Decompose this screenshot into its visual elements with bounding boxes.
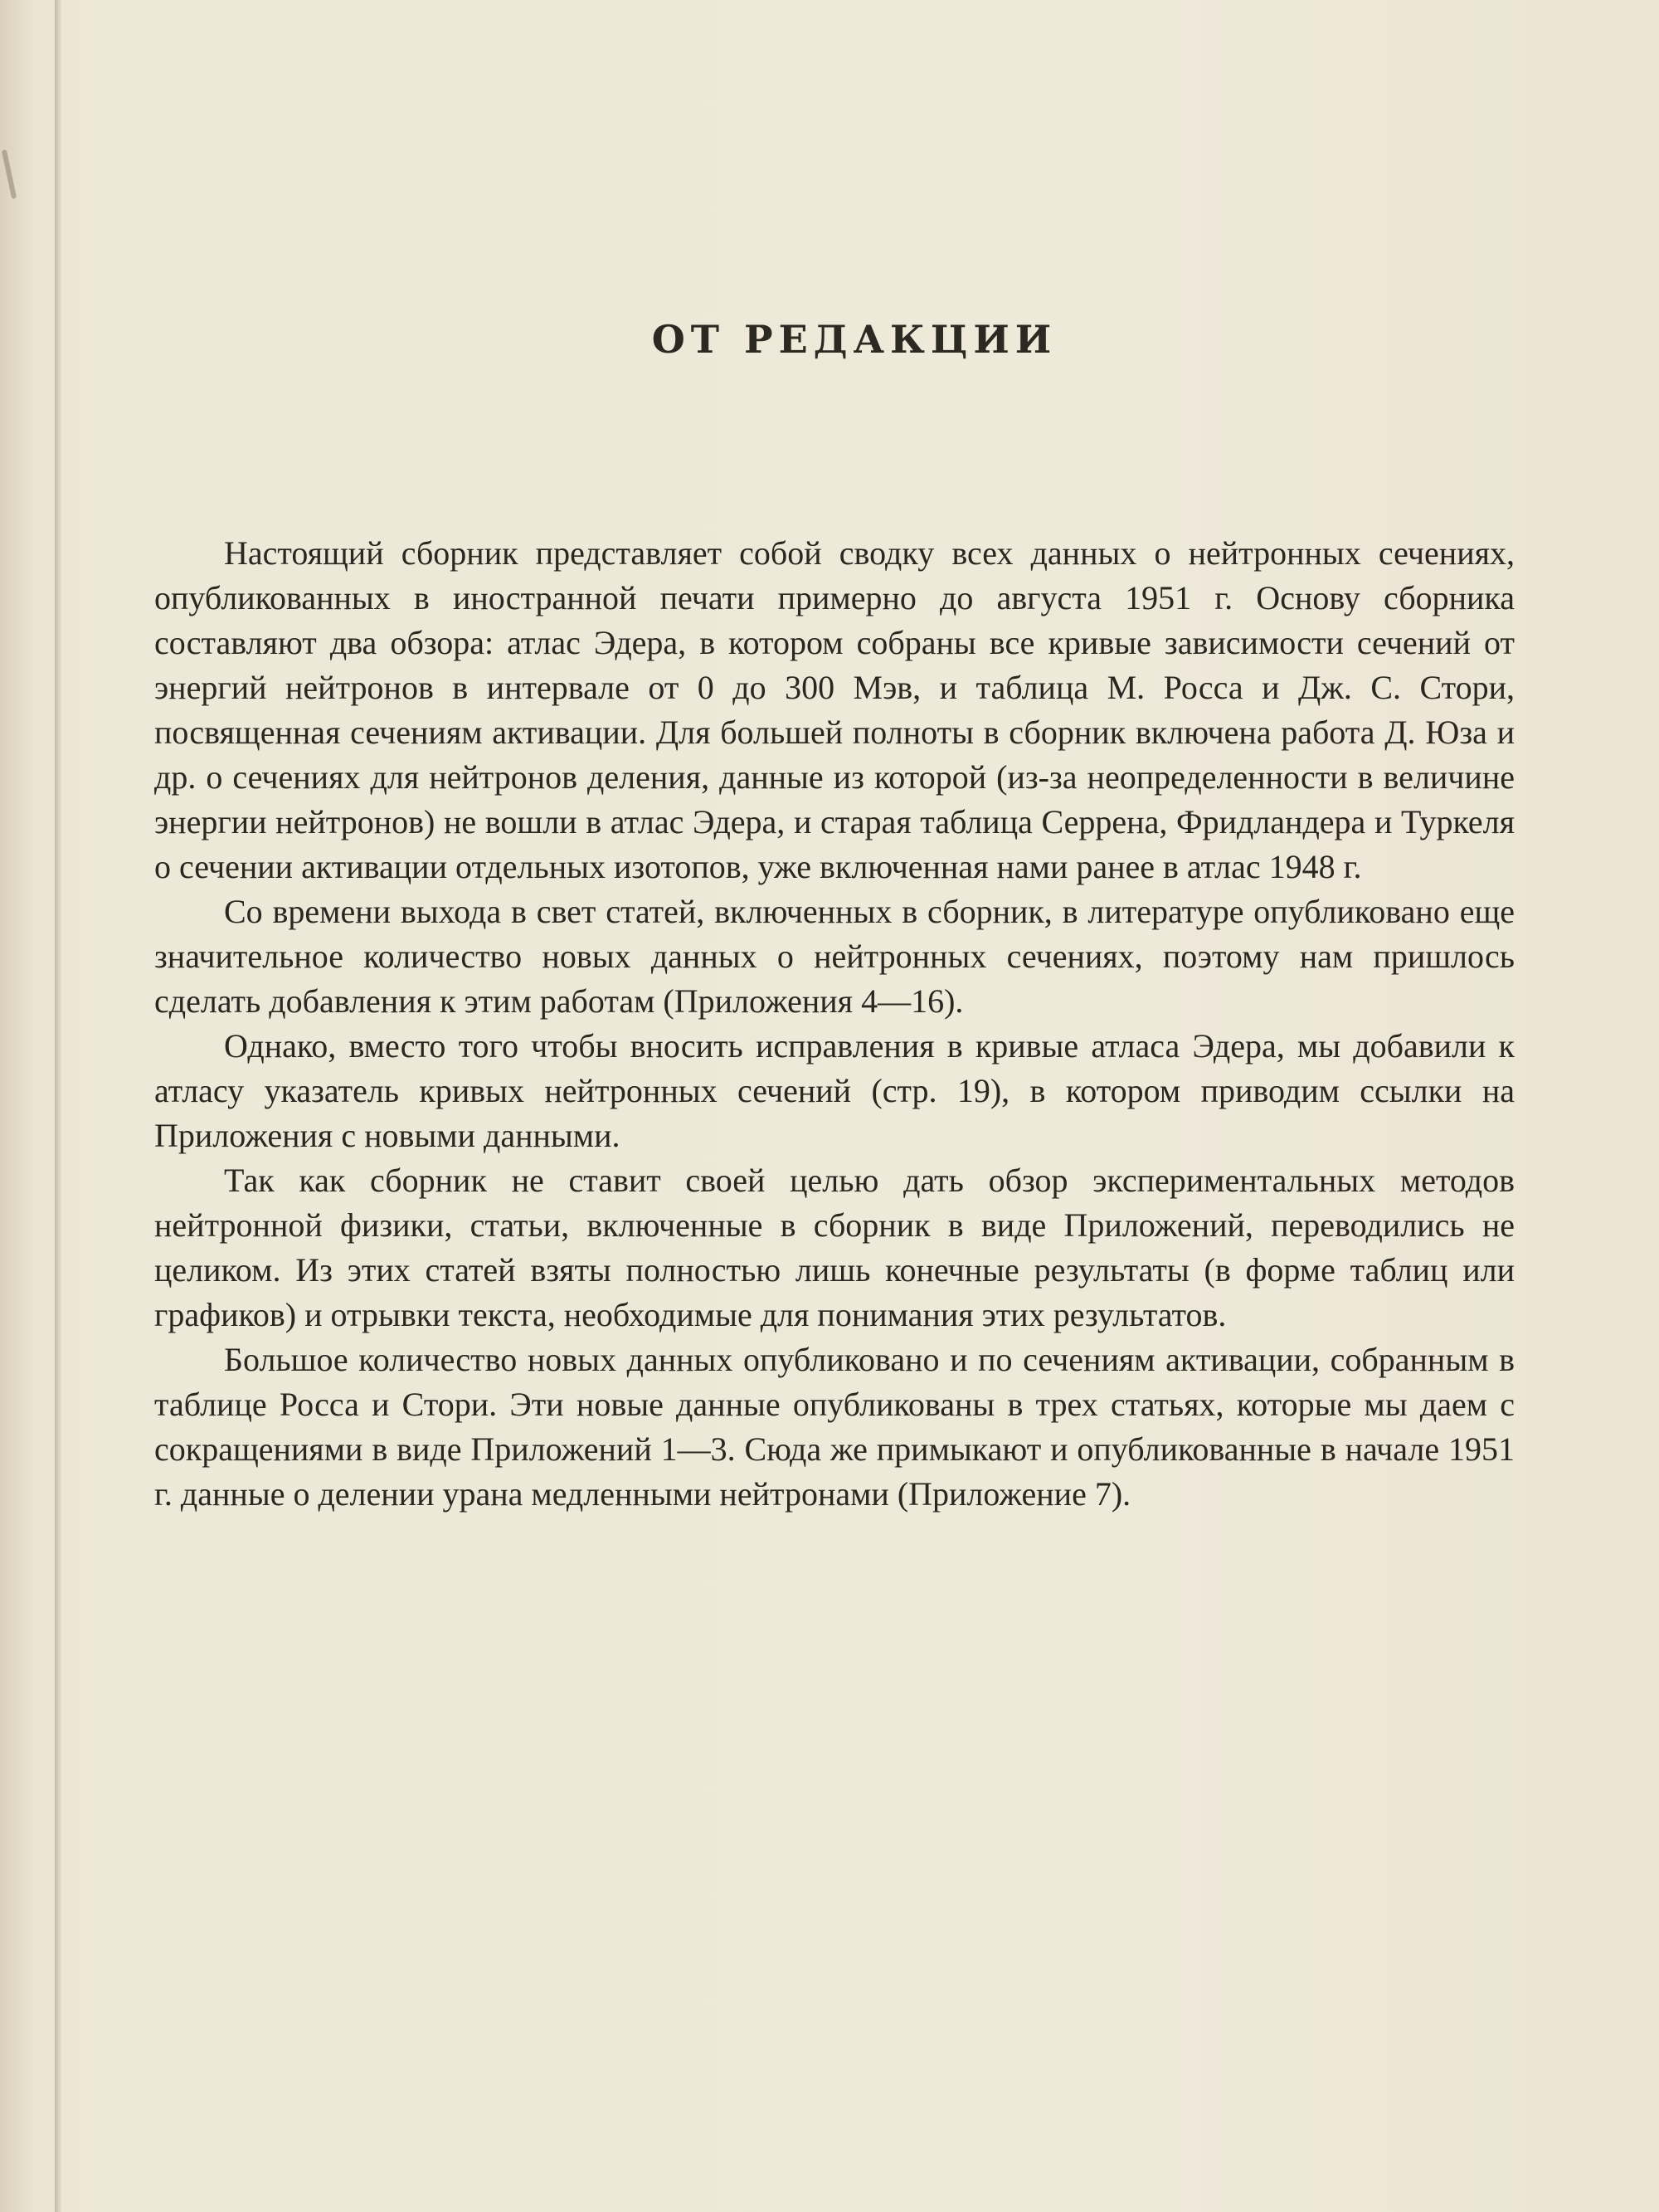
paragraph-2: Со времени выхода в свет статей, включенных в сборник, в литературе опубликовано еще значительное количество новых данных о нейтронных сечениях, поэтому нам пришлось сделать добавления к этим работам (Приложения 4—16).	[154, 893, 1515, 1020]
paragraph-4: Так как сборник не ставит своей целью дать обзор экспериментальных методов нейтронной физики, статьи, включенные в сборник в виде Приложений, переводились не целиком. Из этих статей взяты полностью лишь конечные результаты (в форме таблиц или графиков) и отрывки текста, необходимые для понимания этих результатов.	[154, 1162, 1515, 1333]
body-text	[154, 531, 1515, 1517]
paragraph-5: Большое количество новых данных опубликовано и по сечениям активации, собранным в таблице Росса и Стори. Эти новые данные опубликованы в трех статьях, которые мы даем с сокращениями в виде Приложений 1—3. Сюда же примыкают и опубликованные в начале 1951 г. данные о делении урана медленными нейтронами (Приложение 7).	[154, 1341, 1515, 1513]
paper-mark	[2, 149, 17, 199]
paragraph-1: Настоящий сборник представляет собой сводку всех данных о нейтронных сечениях, опубликованных в иностранной печати примерно до августа 1951 г. Основу сборника составляют два обзора: атлас Эдера, в котором собраны все кривые зависимости сечений от энергий нейтронов в интервале от 0 до 300 Мэв, и таблица М. Росса и Дж. С. Стори, посвященная сечениям активации. Для большей полноты в сборник включена работа Д. Юза и др. о сечениях для нейтронов деления, данные из которой (из-за неопределенности в величине энергии нейтронов) не вошли в атлас Эдера, и старая таблица Серрена, Фридландера и Туркеля о сечении активации отдельных изотопов, уже включенная нами ранее в атлас 1948 г.	[154, 534, 1515, 885]
paragraph-3: Однако, вместо того чтобы вносить исправления в кривые атласа Эдера, мы добавили к атласу указатель кривых нейтронных сечений (стр. 19), в котором приводим ссылки на Приложения с новыми данными.	[154, 1027, 1515, 1154]
page-title: ОТ РЕДАКЦИИ	[651, 317, 1058, 362]
